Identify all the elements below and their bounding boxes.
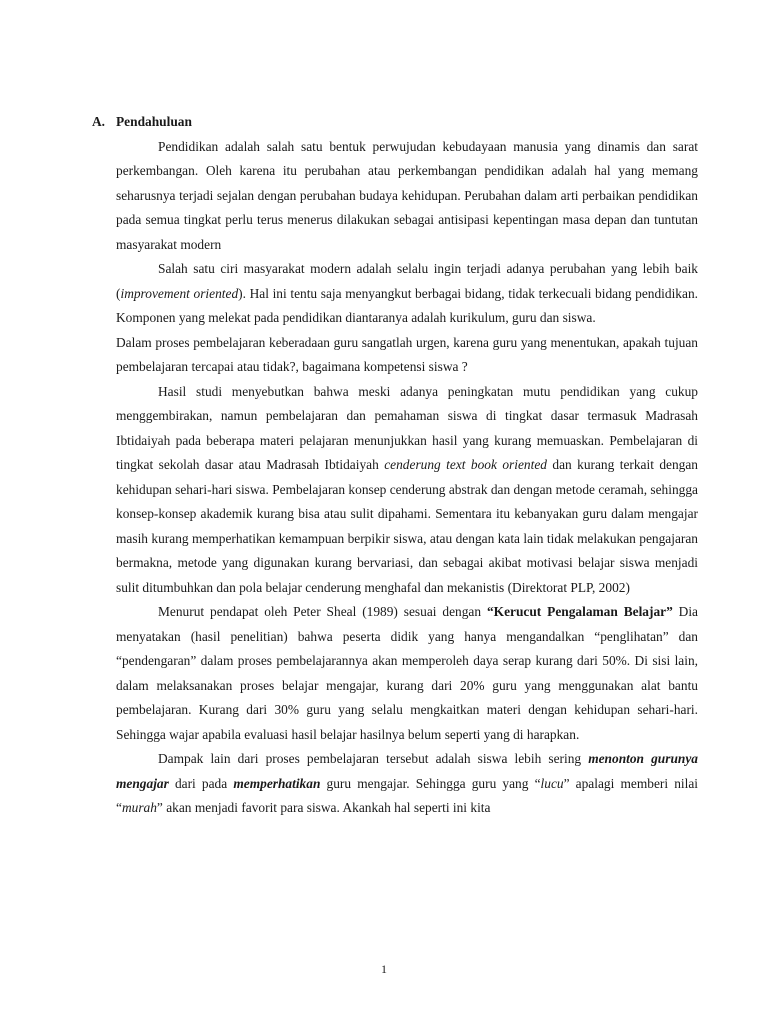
section-heading [92, 110, 674, 135]
section-title: Pendahuluan [116, 114, 192, 129]
paragraph-2-text-a: Salah satu ciri masyarakat modern adalah selalu ingin terjadi adanya perubahan yang lebih baik ( [116, 261, 698, 301]
paragraph-6-text-e: guru mengajar. Sehingga guru yang “ [320, 775, 541, 791]
paragraph-6-bold-italic-1: menonton gurunya mengajar [116, 751, 698, 791]
paragraph-3: Dalam proses pembelajaran keberadaan guru sangatlah urgen, karena guru yang menentukan, apakah tujuan pembelajaran tercapai atau tidak?, bagaimana kompetensi siswa ? [116, 334, 698, 374]
section-number: A. [92, 114, 106, 129]
document-body [92, 110, 699, 821]
paragraph-4-text-c: dan kurang terkait dengan kehidupan sehari-hari siswa. Pembelajaran konsep cenderung abstrak dan dengan metode ceramah, sehingga konsep-konsep akademik kurang bisa atau sulit dipahami. Sementara itu kebanyakan guru dalam mengajar masih kurang memperhatikan kemampuan berpikir siswa, atau dengan kata lain tidak melakukan pengajaran bermakna, metode yang digunakan kurang bervariasi, dan sebagai akibat motivasi belajar siswa menjadi sulit ditumbuhkan dan pola belajar cenderung menghafal dan mekanistis (Direktorat PLP, 2002) [116, 457, 699, 595]
paragraph-6-text-a: Dampak lain dari proses pembelajaran tersebut adalah siswa lebih sering [158, 751, 589, 766]
paragraph-1: Pendidikan adalah salah satu bentuk perwujudan kebudayaan manusia yang dinamis dan sarat perkembangan. Oleh karena itu perubahan atau perkembangan pendidikan adalah hal yang memang seharusnya terjadi sejalan dengan perubahan budaya kehidupan. Perubahan dalam arti perbaikan pendidikan pada semua tingkat perlu terus menerus dilakukan sebagai antisipasi kepentingan masa depan dan tuntutan masyarakat modern [116, 138, 698, 252]
paragraph-5-text-a: Menurut pendapat oleh Peter Sheal (1989) sesuai dengan [158, 604, 487, 619]
paragraph-5 [116, 600, 698, 747]
paragraph-6-bold-italic-2: memperhatikan [233, 775, 321, 791]
paragraph-6 [116, 747, 698, 821]
paragraph-6-italic-1: lucu [540, 775, 564, 791]
paragraph-6-text-g: ” apalagi memberi nilai “ [116, 775, 698, 815]
paragraph-6-text-c: dari pada [168, 775, 234, 791]
paragraph-2 [116, 257, 698, 331]
page-number: 1 [381, 962, 387, 976]
paragraph-5-bold: “Kerucut Pengalaman Belajar” [486, 604, 673, 619]
paragraph-4 [116, 380, 698, 601]
paragraph-2-italic: improvement oriented [120, 285, 239, 301]
paragraph-6-text-i: ” akan menjadi favorit para siswa. Akankah hal seperti ini kita [156, 800, 491, 815]
paragraph-4-italic: cenderung text book oriented [384, 457, 547, 472]
paragraph-5-text-c: Dia menyatakan (hasil penelitian) bahwa peserta didik yang hanya mengandalkan “penglihatan” dan “pendengaran” dalam proses pembelajarannya akan memperoleh daya serap kurang dari 50%. Di sisi lain, dalam melaksanakan proses belajar mengajar, kurang dari 20% guru yang menggunakan alat bantu pembelajaran. Kurang dari 30% guru yang selalu mengkaitkan materi dengan kehidupan sehari-hari. Sehingga wajar apabila evaluasi hasil belajar hasilnya belum seperti yang di harapkan. [116, 604, 699, 742]
paragraph-4-text-a: Hasil studi menyebutkan bahwa meski adanya peningkatan mutu pendidikan yang cukup menggembirakan, namun pembelajaran dan pemahaman siswa di tingkat dasar termasuk Madrasah Ibtidaiyah pada beberapa materi pelajaran menunjukkan hasil yang kurang memuaskan. Pembelajaran di tingkat sekolah dasar atau Madrasah Ibtidaiyah [116, 383, 698, 472]
paragraph-2-text-c: ). Hal ini tentu saja menyangkut berbagai bidang, tidak terkecuali bidang pendidikan. Komponen yang melekat pada pendidikan diantaranya adalah kurikulum, guru dan siswa. [116, 285, 698, 325]
paragraph-6-italic-2: murah [121, 800, 157, 815]
